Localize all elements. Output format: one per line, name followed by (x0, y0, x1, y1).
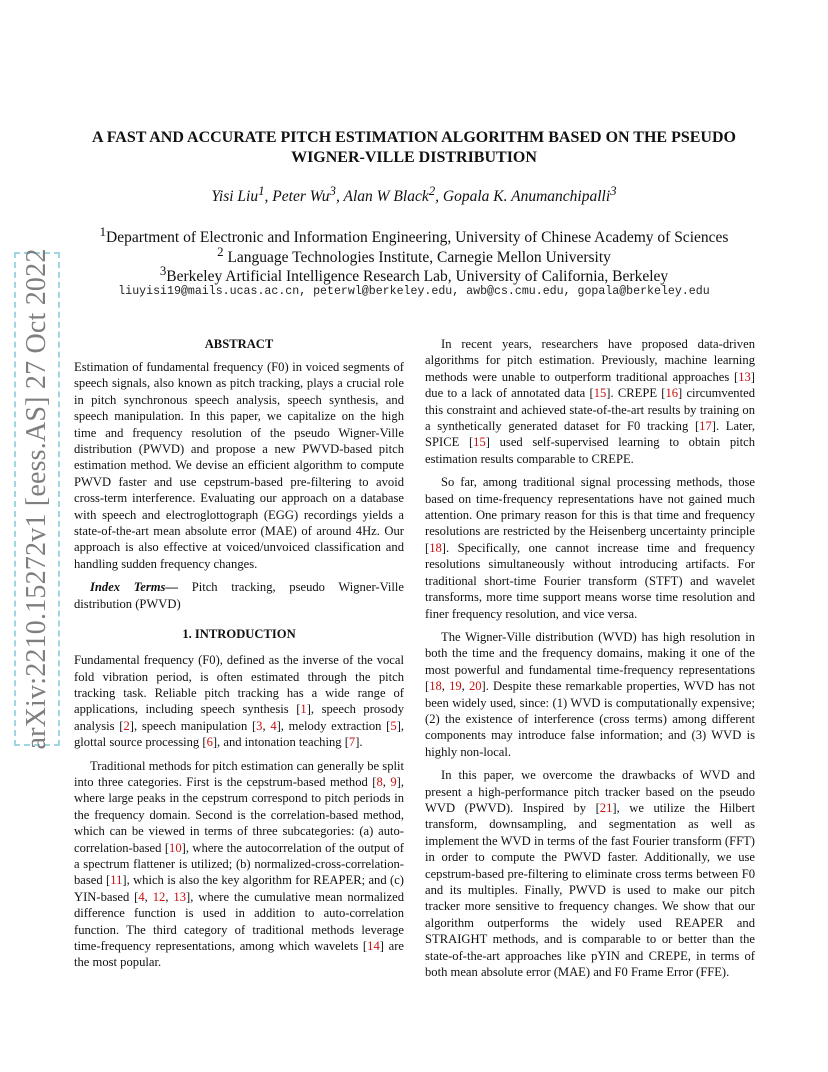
index-terms-text: Pitch tracking, pseudo Wigner-Ville distribution (PWVD) (74, 580, 405, 611)
body-paragraph (425, 336, 755, 467)
arxiv-identifier: arXiv:2210.15272v1 [eess.AS] 27 Oct 2022 (21, 248, 52, 750)
citation-link[interactable]: 4 (138, 889, 145, 904)
citation-link[interactable]: 17 (699, 419, 712, 434)
affiliation-text: Language Technologies Institute, Carnegie Mellon University (223, 249, 611, 267)
citation-link[interactable]: 6 (206, 735, 213, 750)
title-line-1: A FAST AND ACCURATE PITCH ESTIMATION ALGORITHM BASED ON THE PSEUDO (92, 129, 736, 146)
paragraph-text: ], where large peaks in the cepstrum correspond to pitch periods in the frequency domain. Second is the correlation-based method, which can be viewed in terms of three subcategories: (a) auto-correlation-based [ (74, 774, 405, 855)
paragraph-text: ] used self-supervised learning to obtain pitch estimation results comparable to CREPE. (425, 435, 756, 466)
right-column (425, 336, 755, 987)
paragraph-text: ] due to a lack of annotated data [ (425, 369, 755, 401)
body-paragraph (74, 652, 404, 750)
paragraph-text: ]. Later, SPICE [ (425, 419, 755, 450)
affiliation-mark: 2 (217, 244, 224, 259)
paragraph-text: , (262, 718, 271, 733)
citation-link[interactable]: 15 (473, 435, 486, 450)
citation-link[interactable]: 14 (367, 939, 380, 953)
citation-link[interactable]: 21 (599, 800, 613, 815)
citation-link[interactable]: 9 (390, 774, 397, 789)
citation-link[interactable]: 15 (593, 386, 607, 401)
paragraph-text: ], where the cumulative mean normalized difference function is used in addition to auto-correlation function. The third category of traditional methods leverage time-frequency representations, among which wavelets [ (74, 889, 405, 953)
paragraph-text: , (382, 774, 391, 789)
author-affil-mark: 1 (258, 183, 265, 198)
body-paragraph (425, 767, 755, 980)
abstract-heading: ABSTRACT (204, 337, 274, 351)
author-name: Gopala K. Anumanchipalli (442, 188, 611, 206)
paragraph-text: In this paper, we overcome the drawbacks of WVD and present a high-performance pitch tracker based on the pseudo WVD (PWVD). Inspired by [ (425, 768, 755, 815)
citation-link[interactable]: 13 (173, 889, 187, 904)
title-line-2: WIGNER-VILLE DISTRIBUTION (291, 149, 537, 166)
author-name: Alan W Black (343, 188, 429, 206)
author-emails: liuyisi19@mails.ucas.ac.cn, peterwl@berkeley.edu, awb@cs.cmu.edu, gopala@berkeley.edu (118, 285, 710, 298)
author-name: Peter Wu (272, 188, 330, 206)
citation-link[interactable]: 18 (429, 679, 442, 694)
left-column (74, 336, 404, 978)
paragraph-text: , (165, 889, 174, 904)
paragraph-text: ]. Specifically, one cannot increase time and frequency resolutions simultaneously without introducing artifacts. For traditional short-time Fourier transform (STFT) and wavelet transforms, more time support means worse time resolution and finer frequency resolution, and vice versa. (425, 540, 755, 621)
citation-link[interactable]: 18 (429, 540, 442, 555)
introduction-heading: 1. INTRODUCTION (182, 627, 296, 642)
paragraph-text: The Wigner-Ville distribution (WVD) has high resolution in both the time and the frequency domains, making it one of the most powerful and fundamental time-frequency representations [ (425, 629, 755, 694)
paragraph-text: ], speech prosody analysis [ (74, 702, 405, 733)
paragraph-text: , (461, 679, 469, 694)
index-terms (74, 579, 404, 612)
paragraph-text: Fundamental frequency (F0), defined as the inverse of the vocal fold vibration period, is often estimated through the pitch tracking task. Reliable pitch tracking has a wide range of applications, including speech synthesis [ (74, 653, 404, 717)
paragraph-text: ] circumvented this constraint and achieved state-of-the-art results by training on a synthetically generated dataset for F0 tracking [ (425, 386, 755, 434)
body-paragraph (425, 474, 755, 622)
citation-link[interactable]: 20 (468, 679, 482, 694)
paragraph-text: , (441, 679, 450, 694)
paragraph-text: ], glottal source processing [ (74, 718, 405, 750)
intro-paragraphs (74, 652, 404, 971)
arxiv-stamp (14, 248, 60, 750)
paragraph-text: ]. CREPE [ (606, 386, 666, 401)
affiliation-mark: 1 (99, 224, 107, 239)
paragraph-text: ], melody extraction [ (276, 718, 391, 733)
author-affil-mark: 3 (329, 183, 336, 198)
affiliation-3 (70, 263, 758, 286)
body-paragraph (74, 758, 404, 971)
author-affil-mark: 2 (428, 183, 436, 198)
affiliation-text: Berkeley Artificial Intelligence Research Lab, University of California, Berkeley (166, 268, 669, 286)
paragraph-text: ], we utilize the Hilbert transform, downsampling, and segmentation as well as implement the WVD in terms of the fast Fourier transform (FFT) in order to compute the PWVD faster. Additionally, we use cepstrum-based pre-filtering to eliminate cross terms between F0 and its multiples. Finally, PWVD is used to make our pitch tracker more sensitive to frequency changes. We show that our algorithm outperforms the widely used REAPER and STRAIGHT methods, and is comparable to or better than the state-of-the-art approaches like pYIN and CREPE, in terms of both mean absolute error (MAE) and F0 Frame Error (FFE). (425, 800, 755, 980)
author-name: Yisi Liu (211, 188, 259, 206)
paragraph-text: In recent years, researchers have proposed data-driven algorithms for pitch estimation. Previously, machine learning methods were unable to outperform traditional approaches [ (425, 337, 755, 384)
citation-link[interactable]: 2 (123, 718, 130, 733)
paragraph-text: ], where the autocorrelation of the output of a spectrum flattener is utilized; (b) normalized-cross-correlation-based [ (74, 840, 404, 888)
paragraph-text: ], and intonation teaching [ (212, 735, 349, 750)
paragraph-text: Traditional methods for pitch estimation can generally be split into three categories. First is the cepstrum-based method [ (74, 758, 404, 789)
paragraph-text: ], speech manipulation [ (129, 718, 257, 733)
author-affil-mark: 3 (610, 183, 617, 198)
paragraph-text: ] are the most popular. (74, 939, 405, 970)
citation-link[interactable]: 19 (449, 679, 462, 694)
paragraph-text: , (144, 889, 153, 904)
citation-link[interactable]: 7 (348, 735, 356, 750)
author-list: Yisi Liu$^1$, Peter Wu$^3$, Alan W Black$^2$, Gopala K. Anumanchipalli$^3$ (211, 183, 617, 206)
affiliation-mark: 3 (159, 263, 167, 278)
citation-link[interactable]: 3 (256, 718, 263, 733)
paragraph-text: ]. Despite these remarkable properties, WVD has not been widely used, since: (1) WVD is computationally expensive; (2) the existence of interference (cross terms) among different components may introduce false information; and (3) WVD is highly non-local. (425, 679, 755, 759)
citation-link[interactable]: 12 (152, 889, 166, 904)
paragraph-text: So far, among traditional signal processing methods, those based on time-frequency representations have not gained much attention. One primary reason for this is that time and frequency resolutions are restricted by the Heisenberg uncertainty principle [ (425, 475, 755, 555)
abstract-text: Estimation of fundamental frequency (F0) in voiced segments of speech signals, also known as pitch tracking, plays a crucial role in pitch synchronous speech analysis, speech synthesis, and speech manipulation. In this paper, we capitalize on the high time and frequency resolution of the pseudo Wigner-Ville distribution (PWVD) and propose a new PWVD-based pitch estimation method. We devise an efficient algorithm to compute PWVD faster and use cepstrum-based pre-filtering to avoid cross-term interference. Evaluating our approach on a database with speech and electroglottograph (EGG) recordings yields a state-of-the-art mean absolute error (MAE) of around 4Hz. Our approach is also effective at voiced/unvoiced classification and handling sudden frequency changes. (74, 360, 404, 571)
citation-link[interactable]: 8 (376, 774, 383, 789)
citation-link[interactable]: 5 (390, 718, 397, 733)
paper-title (70, 128, 758, 168)
citation-link[interactable]: 1 (300, 702, 307, 717)
citation-link[interactable]: 16 (665, 386, 679, 401)
paragraph-text: ]. (355, 735, 363, 750)
intro-paragraphs-continued (425, 336, 755, 980)
body-paragraph (425, 629, 755, 760)
index-terms-label: Index Terms— (90, 580, 179, 595)
affiliation-text: Department of Electronic and Information Engineering, University of Chinese Academy of Sciences (106, 229, 729, 247)
citation-link[interactable]: 10 (169, 840, 182, 855)
citation-link[interactable]: 13 (738, 369, 751, 384)
citation-link[interactable]: 11 (110, 873, 123, 888)
paragraph-text: ], which is also the key algorithm for REAPER; and (c) YIN-based [ (74, 873, 404, 904)
citation-link[interactable]: 4 (270, 718, 277, 733)
